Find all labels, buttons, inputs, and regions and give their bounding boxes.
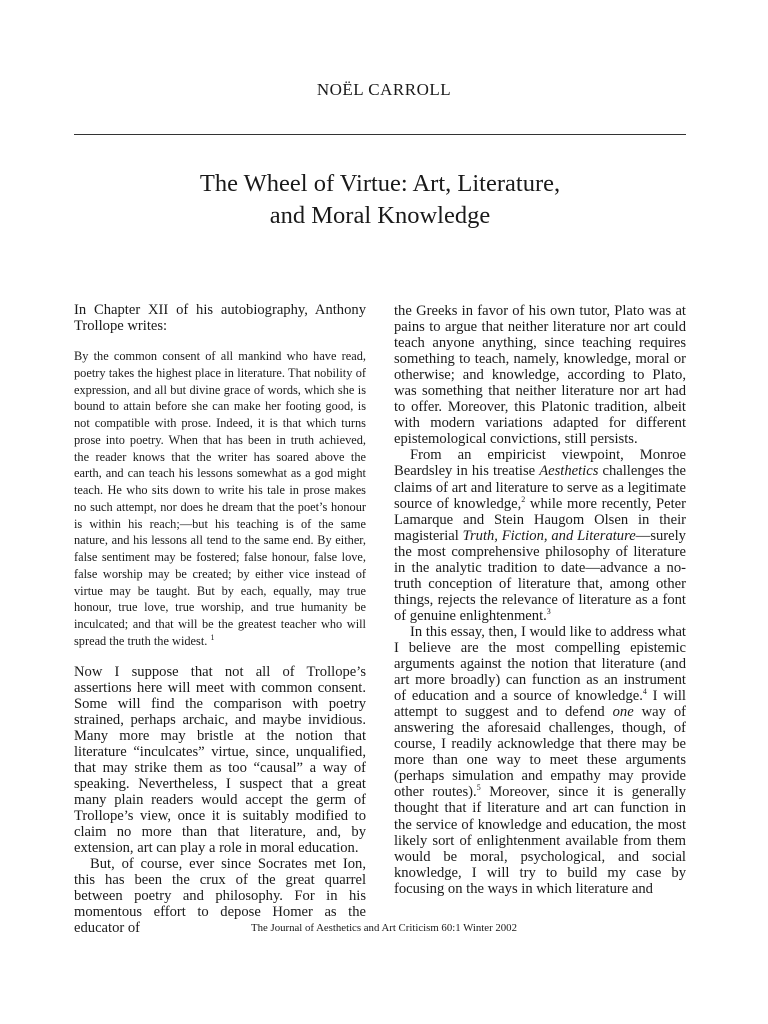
article-title bbox=[74, 168, 686, 232]
footnote-ref-3[interactable]: 3 bbox=[546, 607, 551, 617]
text-run: —surely the most comprehensive philosophy of literature in the analytic tradition to date—advance a no-truth conception of literature that, among other things, rejects the relevance of literature as a font of genuine enlightenment. bbox=[394, 527, 686, 624]
body-paragraph: Now I suppose that not all of Trollope’s assertions here will meet with common consent. Some will find the comparison with poetry strained, perhaps archaic, and maybe invidious. Many more may bristle at the notion that literature “inculcates” virtue, since, unqualified, that may strike them as too “causal” a way of speaking. Nevertheless, I suspect that a great many plain readers would accept the germ of Trollope’s view, once it is suitably modified to claim no more than that literature, and, by extension, art can play a role in moral education. bbox=[74, 663, 366, 857]
text-run: way of answering the aforesaid challenges, though, of course, I readily acknowledge that there may be more than one way to meet these arguments (perhaps simulation and empathy may provide other routes). bbox=[394, 704, 687, 801]
block-quote bbox=[74, 348, 366, 650]
text-run: Moreover, since it is generally thought that if literature and art can function in the service of knowledge and education, the most likely sort of enlightenment available from them would be moral, psychological, and social knowledge, I will try to build my case by focusing on the ways in which literature and bbox=[394, 784, 686, 897]
text-run: In this essay, then, I would like to address what I believe are the most compelling epistemic arguments against the notion that literature (and art more broadly) can function as an instrument of education and a source of knowledge. bbox=[394, 623, 686, 705]
quote-text: By the common consent of all mankind who have read, poetry takes the highest place in literature. That nobility of expression, and all but divine grace of words, which she is bound to attain before she can make her footing good, is not compatible with prose. Indeed, it is that which turns prose into poetry. When that has been in truth achieved, the reader knows that the writer has soared above the earth, and can teach his lessons somewhat as a god might teach. He who sits down to write his tale in prose makes no such attempt, nor does he dream that the poet’s honour is within his reach;—but his teaching is of the same nature, and his lessons all tend to the same end. By either, false sentiment may be fostered; false honour, false love, false worship may be created; by either vice instead of virtue may be taught. But by each, equally, may true honour, true love, true worship, and true humanity be inculcated; and that will be the greatest teacher who will spread the truth the widest. bbox=[74, 349, 366, 648]
body-paragraph: the Greeks in favor of his own tutor, Plato was at pains to argue that neither literature nor art could teach anyone anything, since teaching requires something to teach, namely, knowledge, moral or otherwise; and knowledge, according to Plato, was something that neither literature nor art had to offer. Moreover, this Platonic tradition, albeit with modern variations adapted for different epistemological convictions, still persists. bbox=[394, 303, 686, 448]
footnote-ref-4[interactable]: 4 bbox=[642, 687, 647, 697]
header-rule bbox=[74, 134, 686, 135]
journal-citation: The Journal of Aesthetics and Art Criticism 60:1 Winter 2002 bbox=[251, 922, 517, 934]
title-line-1: The Wheel of Virtue: Art, Literature, bbox=[199, 170, 561, 197]
footnote-ref-5[interactable]: 5 bbox=[476, 783, 481, 793]
intro-paragraph: In Chapter XII of his autobiography, Anthony Trollope writes: bbox=[74, 302, 366, 335]
emphasis-one: one bbox=[612, 704, 634, 721]
footnote-ref-2[interactable]: 2 bbox=[521, 494, 526, 504]
right-column bbox=[394, 303, 686, 897]
body-paragraph bbox=[394, 447, 686, 624]
title-line-2: and Moral Knowledge bbox=[269, 202, 491, 229]
text-run: From an empiricist viewpoint, Monroe Beardsley in his treatise bbox=[394, 447, 686, 480]
body-paragraph bbox=[394, 624, 686, 897]
book-title-truth-fiction: Truth, Fiction, and Literature bbox=[462, 527, 636, 544]
text-run: challenges the claims of art and literature to serve as a legitimate source of knowledge, bbox=[394, 463, 686, 512]
text-run: I will attempt to suggest and to defend bbox=[394, 688, 686, 721]
author-name: NOËL CARROLL bbox=[316, 80, 452, 99]
text-run: while more recently, Peter Lamarque and Stein Haugom Olsen in their magisterial bbox=[394, 495, 686, 544]
footnote-ref-1[interactable]: 1 bbox=[210, 632, 215, 642]
book-title-aesthetics: Aesthetics bbox=[539, 463, 599, 480]
body-paragraph: But, of course, ever since Socrates met Ion, this has been the crux of the great quarrel between poetry and philosophy. For in his momentous effort to depose Homer as the educator of bbox=[74, 856, 366, 937]
left-column bbox=[74, 302, 366, 936]
